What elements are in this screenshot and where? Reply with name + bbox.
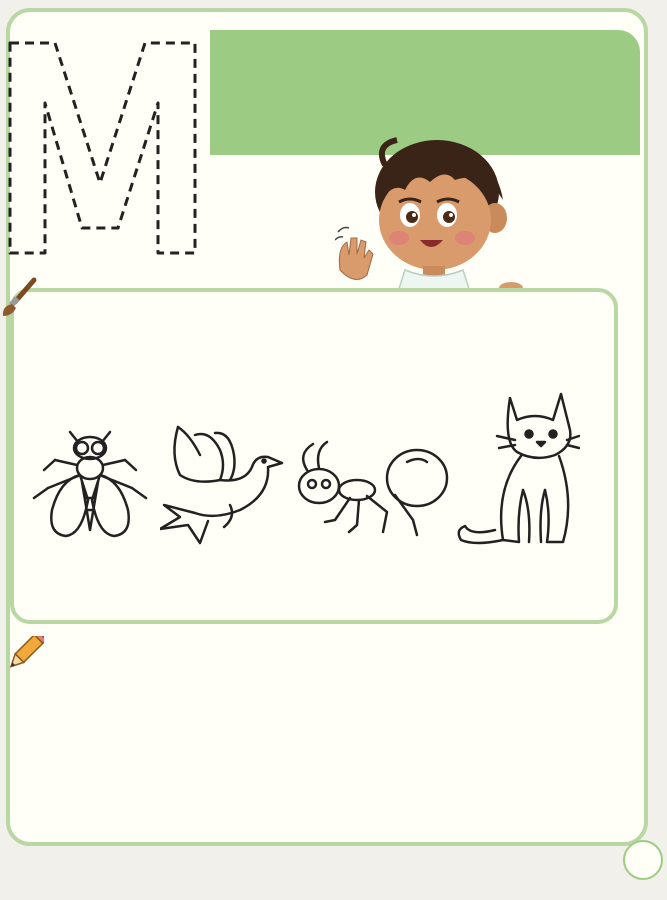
page-number (623, 840, 663, 880)
cat-picture[interactable] (455, 390, 580, 555)
paintbrush-icon (0, 276, 38, 318)
pencil-icon (2, 636, 44, 676)
fly-picture[interactable] (30, 430, 150, 545)
writing-grid[interactable] (2, 697, 622, 785)
dashed-letter-m[interactable] (0, 28, 210, 258)
ant-picture[interactable] (295, 440, 455, 540)
boy-illustration (335, 130, 525, 295)
dove-picture[interactable] (160, 425, 285, 545)
